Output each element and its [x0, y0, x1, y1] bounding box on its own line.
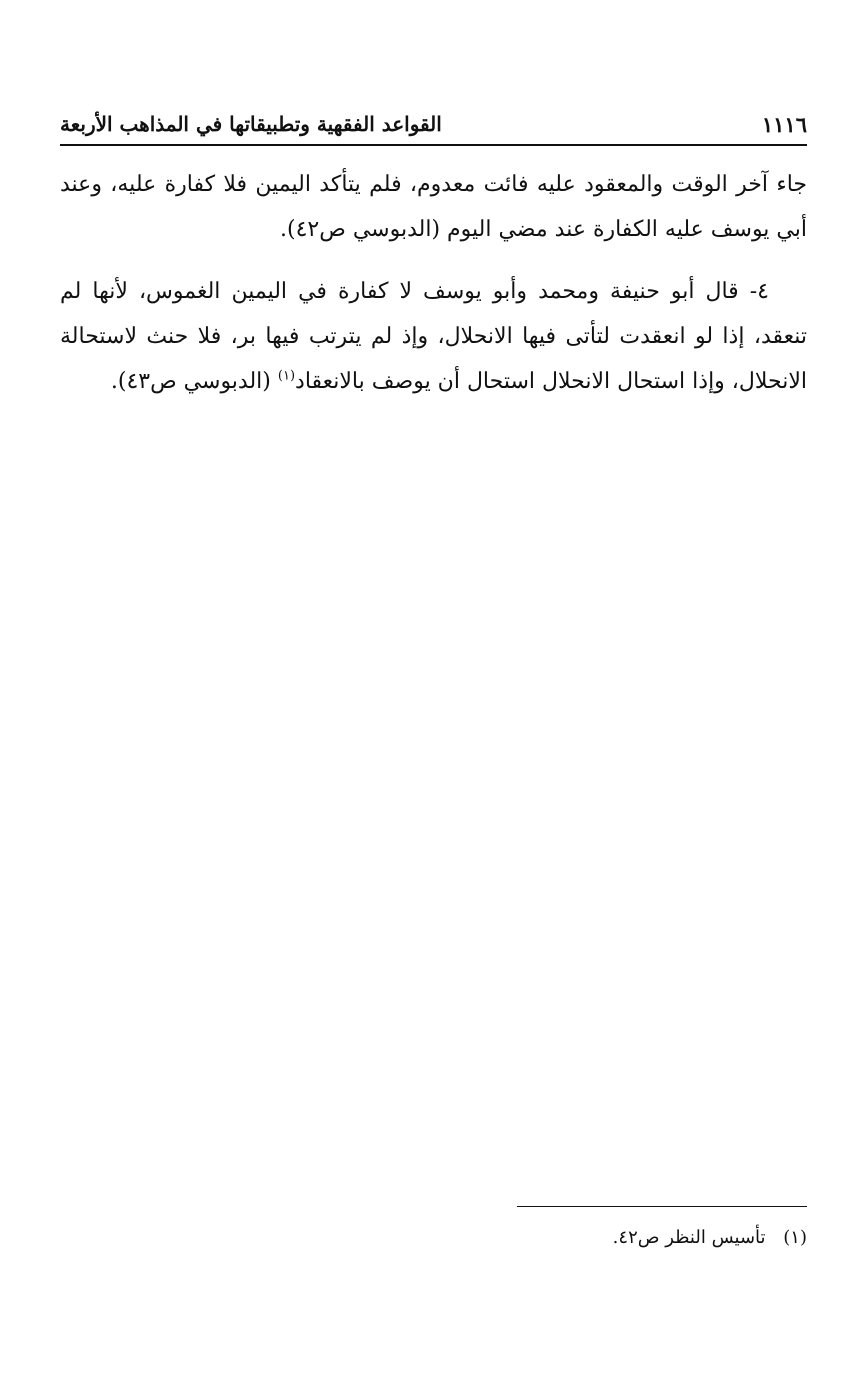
paragraph-text: ٤- قال أبو حنيفة ومحمد وأبو يوسف لا كفارة في اليمين الغموس، لأنها لم تنعقد، إذا لو انعقدت لتأتى فيها الانحلال، وإذ لم يترتب فيها بر، فلا حنث لاستحالة الانحلال، وإذا استحال الانحلال استحال أن يوصف بالانعقاد: [60, 279, 807, 394]
paragraph-1: [60, 162, 807, 252]
footnote-rule: [517, 1206, 807, 1207]
paragraph-2: [60, 269, 807, 404]
header-rule: [60, 144, 807, 146]
footnote-1: [60, 1222, 807, 1254]
footnotes: [60, 1222, 807, 1254]
footnote-marker: (١): [783, 1227, 807, 1248]
page-number: ١١١٦: [761, 111, 807, 137]
paragraph-text: جاء آخر الوقت والمعقود عليه فائت معدوم، فلم يتأكد اليمين فلا كفارة عليه، وعند أبي يوسف عليه الكفارة عند مضي اليوم (الدبوسي ص٤٢).: [60, 172, 807, 242]
book-title: القواعد الفقهية وتطبيقاتها في المذاهب الأربعة: [60, 112, 442, 136]
running-header: [60, 106, 807, 142]
footnote-text: تأسيس النظر ص٤٢.: [612, 1227, 766, 1248]
body-text: [60, 162, 807, 421]
paragraph-text-continued: (الدبوسي ص٤٣).: [110, 369, 278, 394]
footnote-reference[interactable]: (١): [277, 368, 296, 384]
